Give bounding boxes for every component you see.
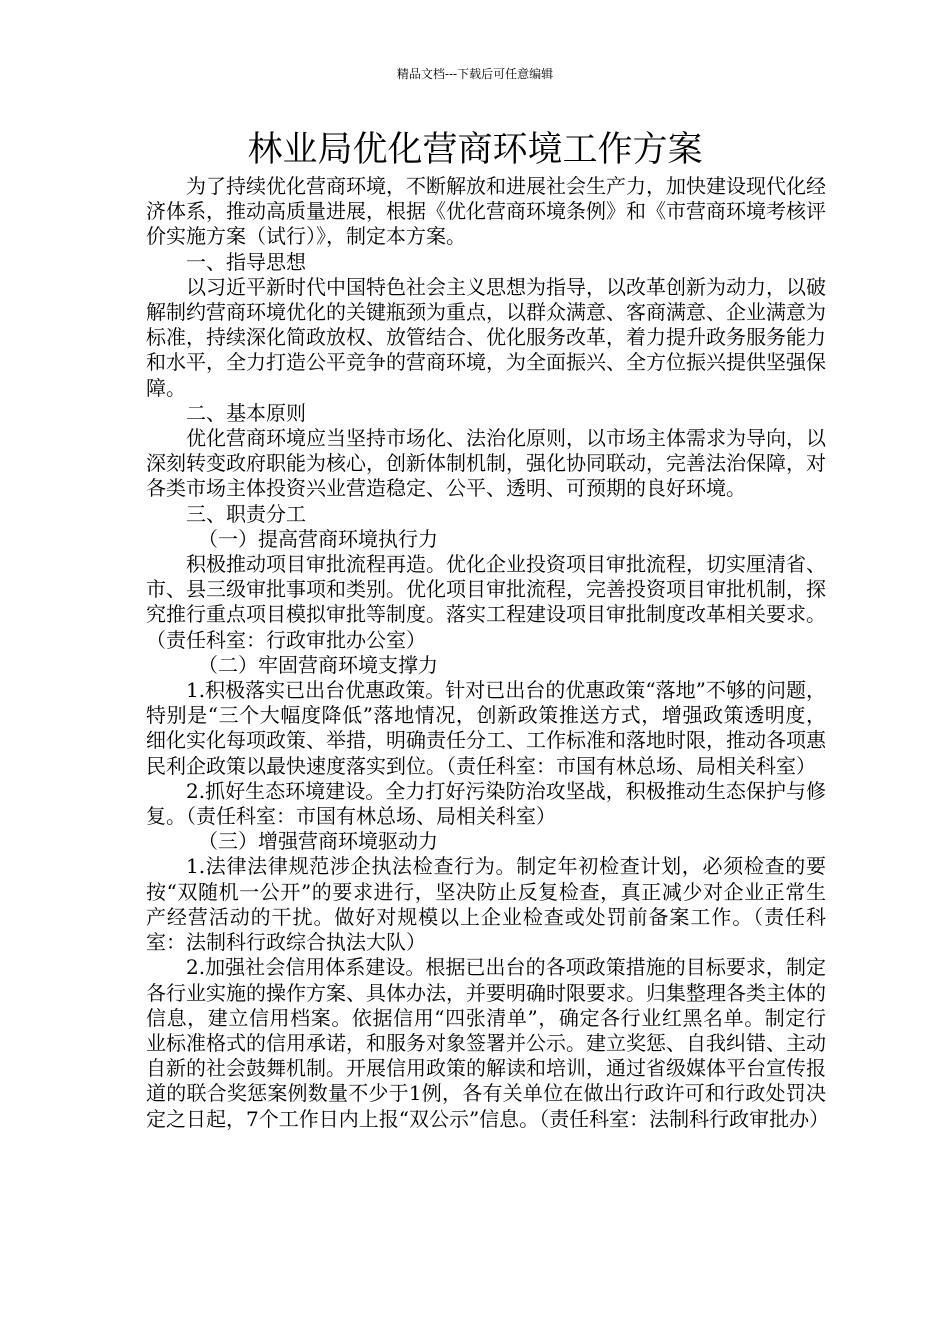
subheading-support: （二）牢固营商环境支撑力 <box>198 652 438 677</box>
section-heading-basic-principles: 二、基本原则 <box>186 400 306 425</box>
document-title: 林业局优化营商环境工作方案 <box>247 130 703 170</box>
paragraph-support-2: 2.抓好生态环境建设。全力打好污染防治攻坚战，积极推动生态保护与修复。（责任科室：市国有林总场、局相关科室） <box>146 778 826 829</box>
intro-paragraph: 为了持续优化营商环境，不断解放和进展社会生产力，加快建设现代化经济体系，推动高质量进展，根据《优化营商环境条例》和《市营商环境考核评价实施方案（试行）》，制定本方案。 <box>146 174 826 249</box>
paragraph-basic-principles: 优化营商环境应当坚持市场化、法治化原则，以市场主体需求为导向，以深刻转变政府职能为核心，创新体制机制，强化协同联动，完善法治保障，对各类市场主体投资兴业营造稳定、公平、透明、可预期的良好环境。 <box>146 426 826 501</box>
section-heading-guiding-thought: 一、指导思想 <box>186 249 306 274</box>
subheading-drive: （三）增强营商环境驱动力 <box>198 829 438 854</box>
document-body <box>146 174 830 1132</box>
paragraph-drive-1: 1.法律法律规范涉企执法检查行为。制定年初检查计划，必须检查的要按“双随机一公开”的要求进行，坚决防止反复检查，真正减少对企业正常生产经营活动的干扰。做好对规模以上企业检查或处罚前备案工作。（责任科室：法制科行政综合执法大队） <box>146 854 826 955</box>
paragraph-support-1: 1.积极落实已出台优惠政策。针对已出台的优惠政策“落地”不够的问题，特别是“三个大幅度降低”落地情况，创新政策推送方式，增强政策透明度，细化实化每项政策、举措，明确责任分工、工作标准和落地时限，推动各项惠民利企政策以最快速度落实到位。（责任科室：市国有林总场、局相关科室） <box>146 678 826 778</box>
paragraph-guiding-thought: 以习近平新时代中国特色社会主义思想为指导，以改革创新为动力，以破解制约营商环境优化的关键瓶颈为重点，以群众满意、客商满意、企业满意为标准，持续深化简政放权、放管结合、优化服务改革，着力提升政务服务能力和水平，全力打造公平竞争的营商环境，为全面振兴、全方位振兴提供坚强保障。 <box>146 274 826 400</box>
paragraph-drive-2: 2.加强社会信用体系建设。根据已出台的各项政策措施的目标要求，制定各行业实施的操作方案、具体办法，并要明确时限要求。归集整理各类主体的信息，建立信用档案。依据信用“四张清单”，确定各行业红黑名单。制定行业标准格式的信用承诺，和服务对象签署并公示。建立奖惩、自我纠错、主动自新的社会鼓舞机制。开展信用政策的解读和培训，通过省级媒体平台宣传报道的联合奖惩案例数量不少于1例，各有关单位在做出行政许可和行政处罚决定之日起，7个工作日内上报“双公示”信息。（责任科室：法制科行政审批办） <box>146 955 830 1131</box>
subheading-execution: （一）提高营商环境执行力 <box>198 526 438 551</box>
section-heading-responsibilities: 三、职责分工 <box>186 501 306 526</box>
header-note: 精品文档---下载后可任意编辑 <box>396 67 554 81</box>
paragraph-execution: 积极推动项目审批流程再造。优化企业投资项目审批流程，切实厘清省、市、县三级审批事项和类别。优化项目审批流程，完善投资项目审批机制，探究推行重点项目模拟审批等制度。落实工程建设项目审批制度改革相关要求。（责任科室：行政审批办公室） <box>146 552 826 652</box>
